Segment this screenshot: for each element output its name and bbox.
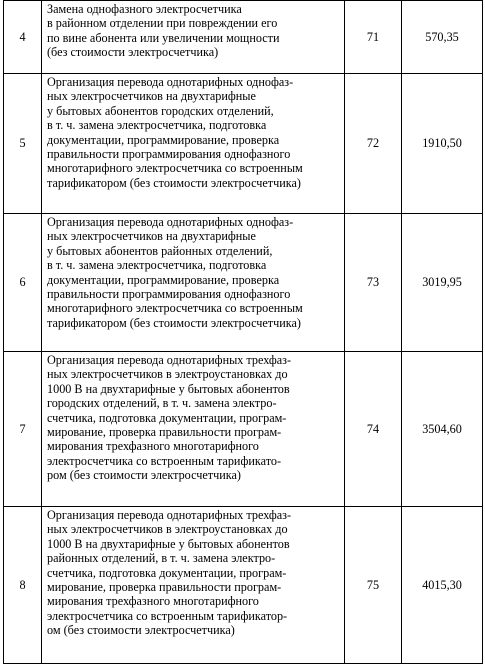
service-price: 1910,50: [402, 74, 483, 214]
service-price: 570,35: [402, 1, 483, 74]
description-line: 1000 В на двухтарифные у бытовых абонентов: [47, 381, 290, 396]
description-line: документации, программирование, проверка: [47, 132, 280, 147]
description-line: городских отделений, в т. ч. замена электро-: [47, 396, 277, 411]
description-line: Замена однофазного электросчетчика: [47, 2, 242, 16]
description-line: документации, программирование, проверка: [47, 272, 280, 287]
row-number: 5: [4, 74, 42, 214]
description-line: ом (без стоимости электросчетчика): [47, 623, 235, 638]
service-price: 3504,60: [402, 352, 483, 507]
description-line: мирование, проверка правильности програм-: [47, 580, 282, 595]
price-table: [3, 0, 483, 664]
description-line: у бытовых абонентов городских отделений,: [47, 103, 274, 118]
table-row: [4, 352, 483, 507]
description-line: в т. ч. замена электросчетчика, подготовка: [47, 258, 267, 273]
service-description: [42, 74, 345, 214]
description-line: 1000 В на двухтарифные у бытовых абонентов: [47, 536, 290, 551]
description-line: ных электросчетчиков на двухтарифные: [47, 89, 256, 104]
service-code: 75: [345, 507, 402, 664]
description-line: мирования трехфазного многотарифного: [47, 439, 259, 454]
description-line: многотарифного электросчетчика со встроенным: [47, 301, 303, 316]
service-code: 74: [345, 352, 402, 507]
row-number: 4: [4, 1, 42, 74]
description-line: районных отделений, в т. ч. замена электро-: [47, 551, 276, 566]
row-number: 6: [4, 214, 42, 352]
table-row: [4, 507, 483, 664]
description-line: Организация перевода однотарифных трехфаз-: [47, 508, 292, 522]
description-line: Организация перевода однотарифных однофаз-: [47, 215, 294, 229]
row-number: 8: [4, 507, 42, 664]
description-line: Организация перевода однотарифных однофаз-: [47, 75, 294, 89]
service-code: 71: [345, 1, 402, 74]
row-number: 7: [4, 352, 42, 507]
description-line: ных электросчетчиков в электроустановках до: [47, 522, 288, 537]
description-line: электросчетчика со встроенным тарификатор-: [47, 608, 288, 623]
description-line: ром (без стоимости электросчетчика): [47, 468, 241, 483]
service-description: [42, 352, 345, 507]
description-line: электросчетчика со встроенным тарификато-: [47, 453, 282, 468]
service-price: 3019,95: [402, 214, 483, 352]
description-line: многотарифного электросчетчика со встроенным: [47, 161, 303, 176]
description-line: правильности программирования однофазного: [47, 147, 291, 162]
service-code: 72: [345, 74, 402, 214]
description-line: тарификатором (без стоимости электросчетчика): [47, 315, 301, 330]
description-line: Организация перевода однотарифных трехфаз-: [47, 353, 292, 367]
description-line: (без стоимости электросчетчика): [47, 45, 219, 60]
service-price: 4015,30: [402, 507, 483, 664]
description-line: по вине абонента или увеличении мощности: [47, 30, 280, 45]
description-line: в районном отделении при повреждении его: [47, 16, 278, 31]
service-description: [42, 1, 345, 74]
service-description: [42, 214, 345, 352]
description-line: счетчика, подготовка документации, програм-: [47, 410, 287, 425]
description-line: ных электросчетчиков на двухтарифные: [47, 229, 256, 244]
description-line: тарификатором (без стоимости электросчетчика): [47, 175, 301, 190]
description-line: мирование, проверка правильности програм-: [47, 425, 282, 440]
description-line: мирования трехфазного многотарифного: [47, 594, 259, 609]
description-line: у бытовых абонентов районных отделений,: [47, 243, 273, 258]
description-line: счетчика, подготовка документации, програм-: [47, 565, 287, 580]
description-line: ных электросчетчиков в электроустановках до: [47, 367, 288, 382]
table-row: [4, 214, 483, 352]
service-code: 73: [345, 214, 402, 352]
service-description: [42, 507, 345, 664]
description-line: правильности программирования однофазного: [47, 287, 291, 302]
table-row: [4, 74, 483, 214]
table-row: [4, 1, 483, 74]
description-line: в т. ч. замена электросчетчика, подготовка: [47, 118, 267, 133]
